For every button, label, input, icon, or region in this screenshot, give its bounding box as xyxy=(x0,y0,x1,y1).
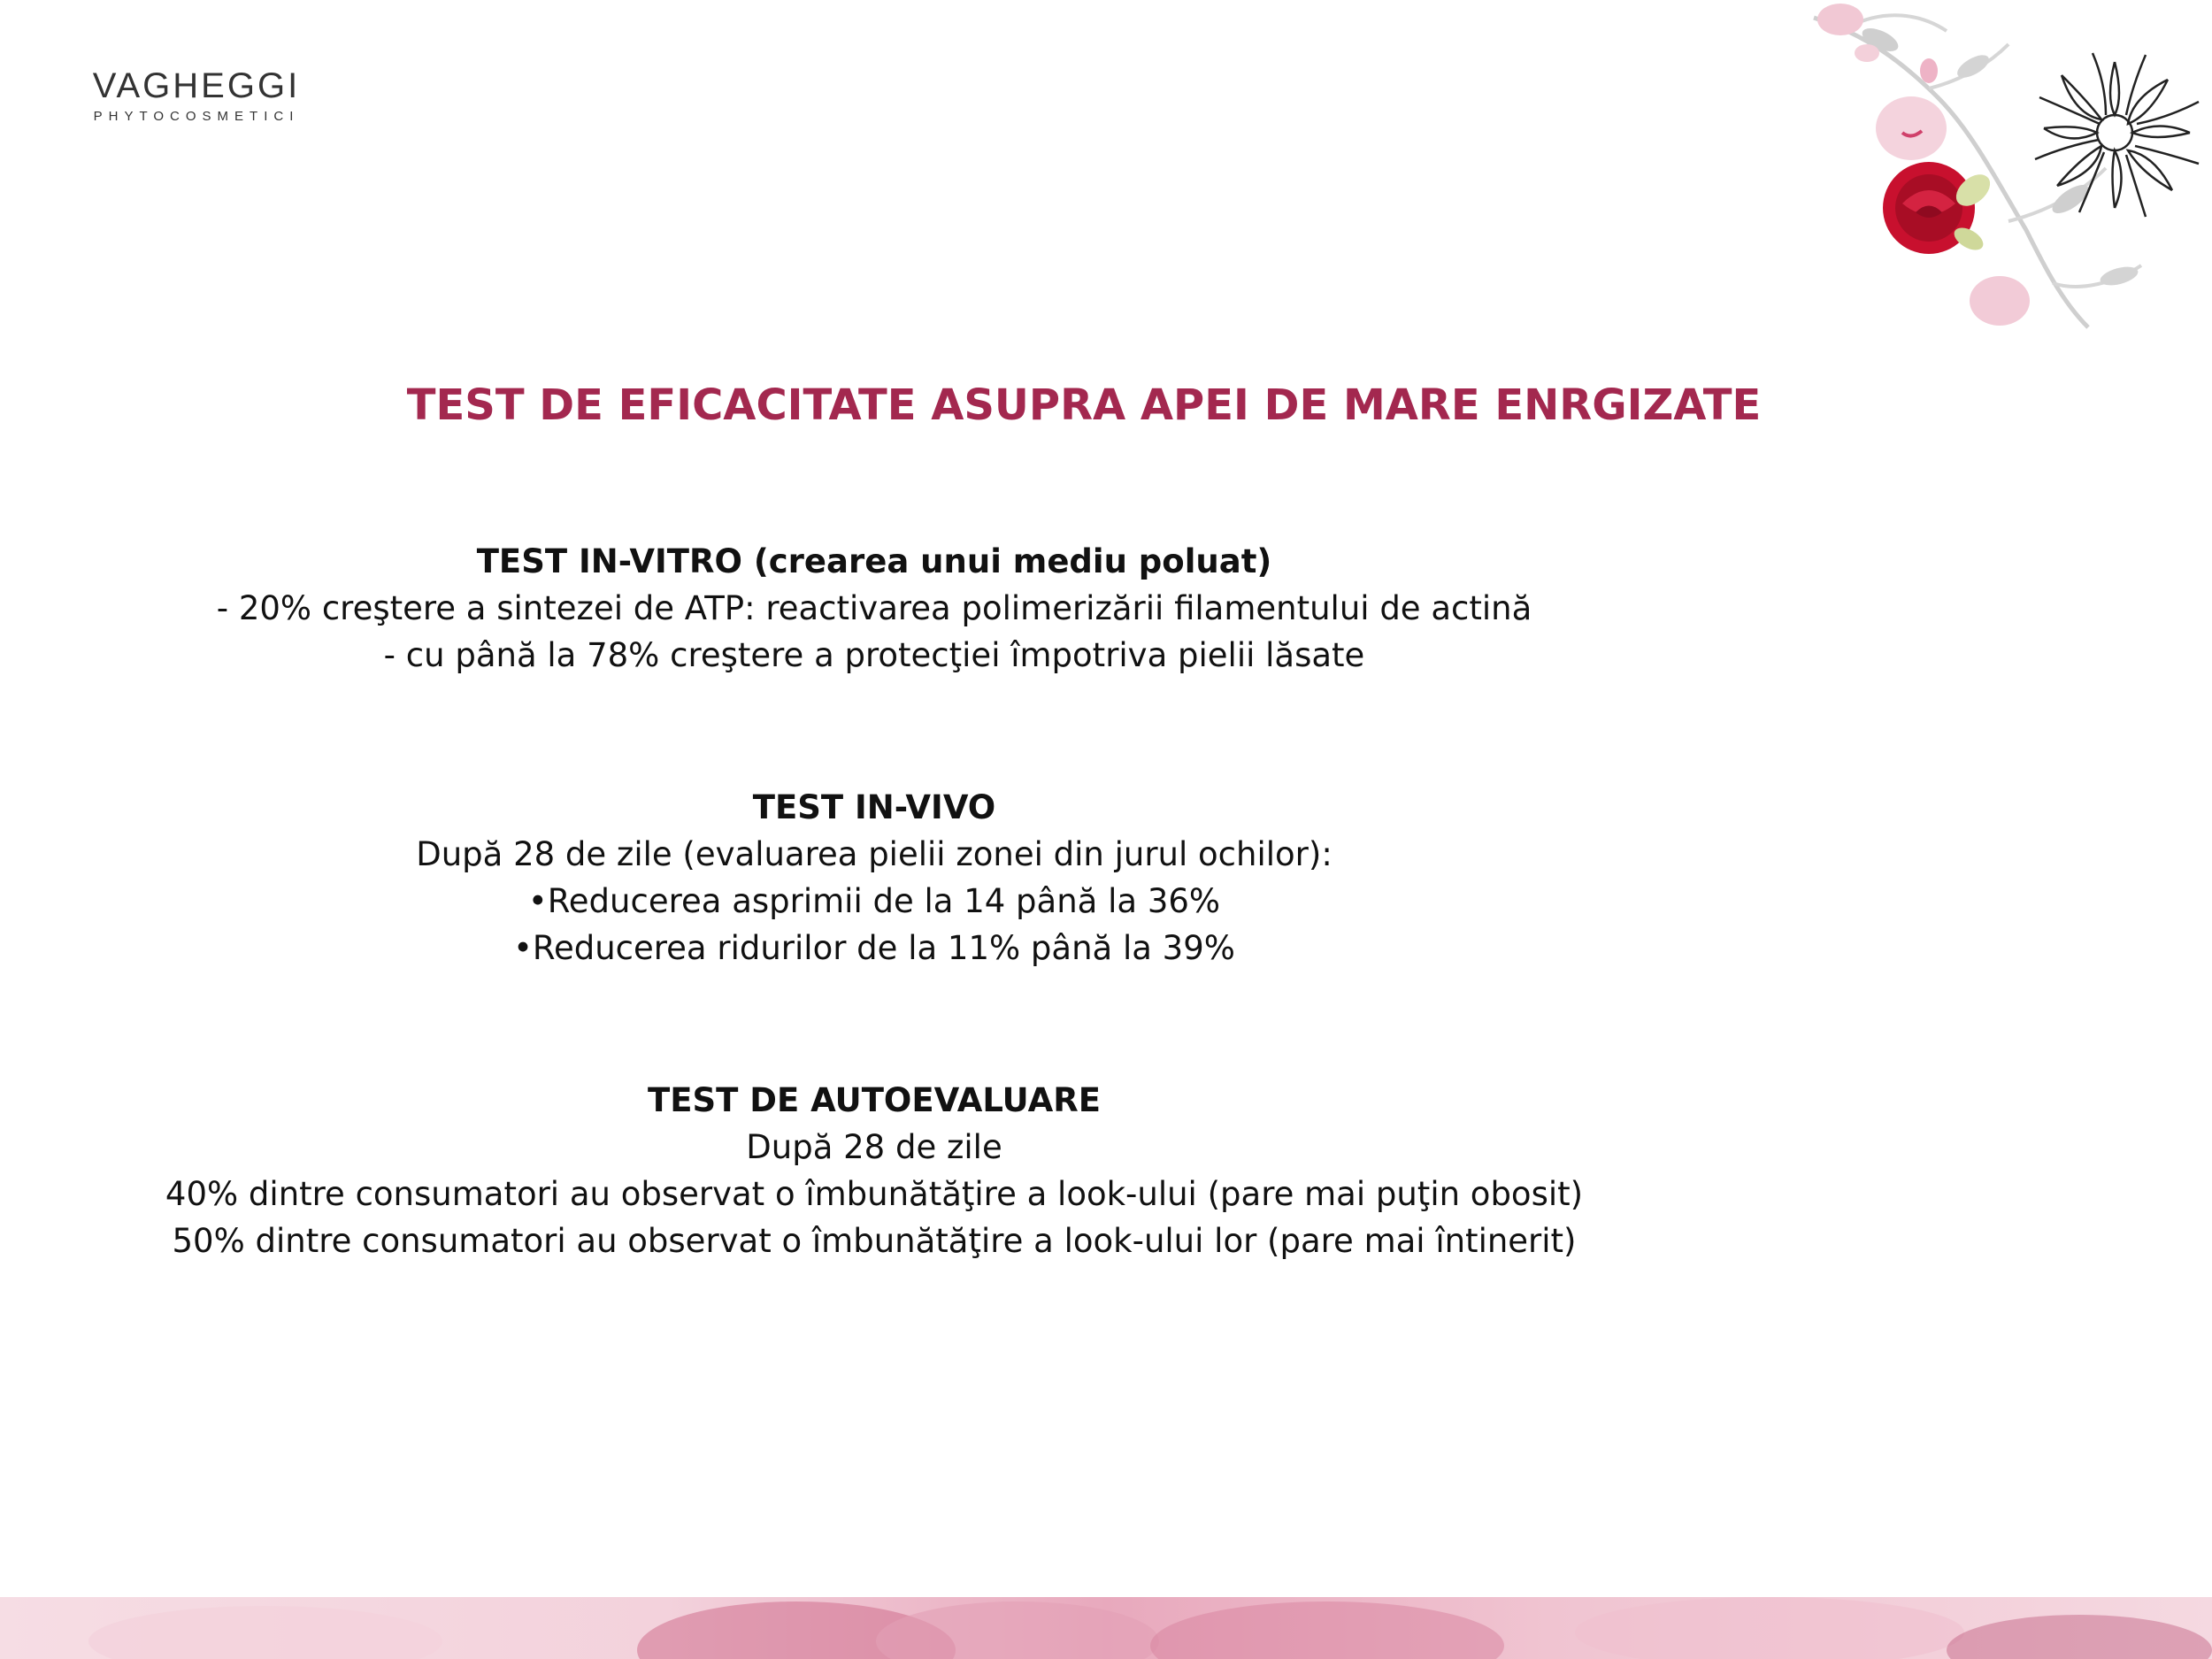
section-line: 50% dintre consumatori au observat o îmbunătăţire a look-ului lor (pare mai întinerit) xyxy=(172,1222,1577,1260)
section-in-vivo xyxy=(0,784,1980,972)
section-heading: TEST IN-VIVO xyxy=(752,788,996,826)
section-line: •Reducerea ridurilor de la 11% până la 39% xyxy=(513,929,1235,967)
section-autoevaluare xyxy=(0,1077,1980,1264)
section-line: 40% dintre consumatori au observat o îmbunătăţire a look-ului (pare mai puţin obosit) xyxy=(165,1175,1584,1213)
section-heading: TEST DE AUTOEVALUARE xyxy=(648,1081,1101,1119)
section-line: •Reducerea asprimii de la 14 până la 36% xyxy=(527,882,1221,920)
page-title: TEST DE EFICACITATE ASUPRA APEI DE MARE ENRGIZATE xyxy=(406,380,1762,430)
floral-decoration xyxy=(1796,0,2212,345)
petals-banner xyxy=(0,1597,2212,1659)
brand-name: VAGHEGGI xyxy=(92,66,301,105)
section-line: - 20% creştere a sintezei de ATP: reactivarea polimerizării filamentului de actină xyxy=(216,589,1532,627)
section-line: - cu până la 78% creştere a protecţiei împotriva pielii lăsate xyxy=(383,636,1365,674)
section-line: După 28 de zile xyxy=(746,1128,1002,1166)
brand-tagline: PHYTOCOSMETICI xyxy=(93,109,300,124)
section-in-vitro xyxy=(0,538,1980,679)
section-heading: TEST IN-VITRO (crearea unui mediu poluat) xyxy=(476,542,1272,580)
brand-logo xyxy=(81,65,311,126)
section-line: După 28 de zile (evaluarea pielii zonei din jurul ochilor): xyxy=(416,835,1333,873)
